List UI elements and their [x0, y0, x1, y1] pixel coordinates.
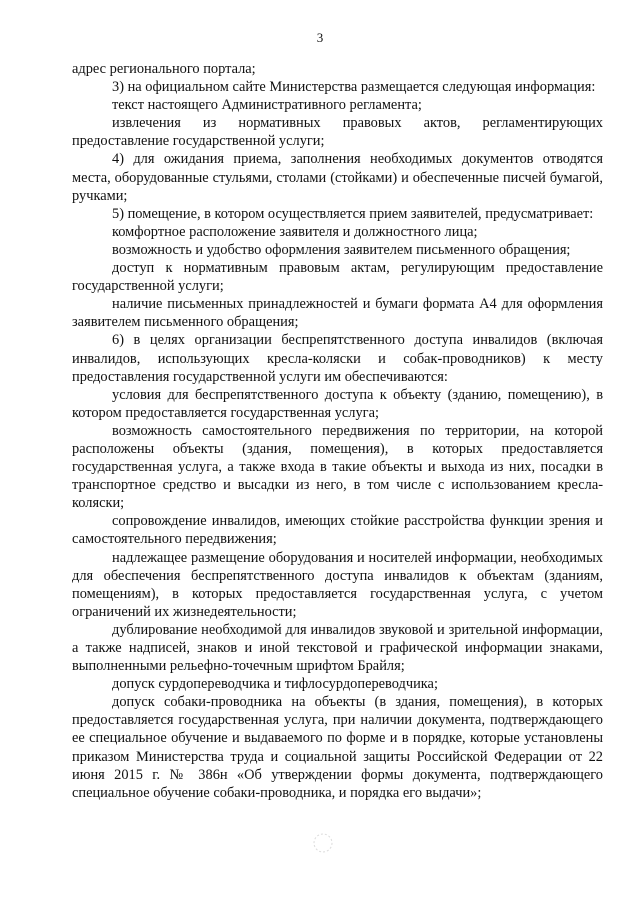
- paragraph: сопровождение инвалидов, имеющих стойкие расстройства функции зрения и самостоятельного передвижения;: [72, 513, 603, 548]
- paragraph: допуск собаки-проводника на объекты (в здания, помещения), в которых предоставляется государственная услуга, при наличии документа, подтверждающего ее специальное обучение и выдаваемого по форме и в порядке, которые установлены приказом Министерства труда и социальной защиты Российской Федерации от 22 июня 2015 г. № 386н «Об утверждении формы документа, подтверждающего специальное обучение собаки-проводника, и порядка его выдачи»;: [72, 694, 603, 801]
- paragraph: наличие письменных принадлежностей и бумаги формата А4 для оформления заявителем письменного обращения;: [72, 296, 603, 331]
- paragraph: 3) на официальном сайте Министерства размещается следующая информация:: [112, 79, 596, 96]
- paragraph: извлечения из нормативных правовых актов, регламентирующих предоставление государственной услуги;: [72, 115, 603, 150]
- page-number: 3: [316, 30, 324, 45]
- paragraph: комфортное расположение заявителя и должностного лица;: [112, 223, 478, 240]
- paragraph: допуск сурдопереводчика и тифлосурдопереводчика;: [112, 676, 438, 693]
- paragraph: доступ к нормативным правовым актам, регулирующим предоставление государственной услуги;: [72, 260, 603, 295]
- paragraph: возможность и удобство оформления заявителем письменного обращения;: [112, 241, 571, 258]
- paragraph: дублирование необходимой для инвалидов звуковой и зрительной информации, а также надписей, знаков и иной текстовой и графической информации знаками, выполненными рельефно-точечным шрифтом Брайля;: [72, 621, 603, 675]
- paragraph: возможность самостоятельного передвижения по территории, на которой расположены объекты (здания, помещения), в которых предоставляется государственная услуга, а также входа в такие объекты и выхода из них, посадки в транспортное средство и высадки из него, в том числе с использованием кресла-коляски;: [72, 422, 603, 512]
- paragraph: адрес регионального портала;: [72, 61, 256, 77]
- paragraph: надлежащее размещение оборудования и носителей информации, необходимых для обеспечения беспрепятственного доступа инвалидов к объектам (зданиям, помещениям), в которых предоставляется государственная услуга, с учетом ограничений их жизнедеятельности;: [72, 549, 603, 620]
- stamp-mark: [312, 832, 334, 854]
- paragraph: 4) для ожидания приема, заполнения необходимых документов отводятся места, оборудованные стульями, столами (стойками) и обеспеченные писчей бумагой, ручками;: [72, 151, 603, 204]
- paragraph: 5) помещение, в котором осуществляется прием заявителей, предусматривает:: [112, 205, 594, 222]
- paragraph: текст настоящего Административного регламента;: [112, 97, 422, 114]
- paragraph: условия для беспрепятственного доступа к объекту (зданию, помещению), в котором предоставляется государственная услуга;: [72, 386, 603, 421]
- document-body: [72, 60, 603, 802]
- paragraph: 6) в целях организации беспрепятственного доступа инвалидов (включая инвалидов, использующих кресла-коляски и собак-проводников) к месту предоставления государственной услуги им обеспечиваются:: [72, 332, 603, 385]
